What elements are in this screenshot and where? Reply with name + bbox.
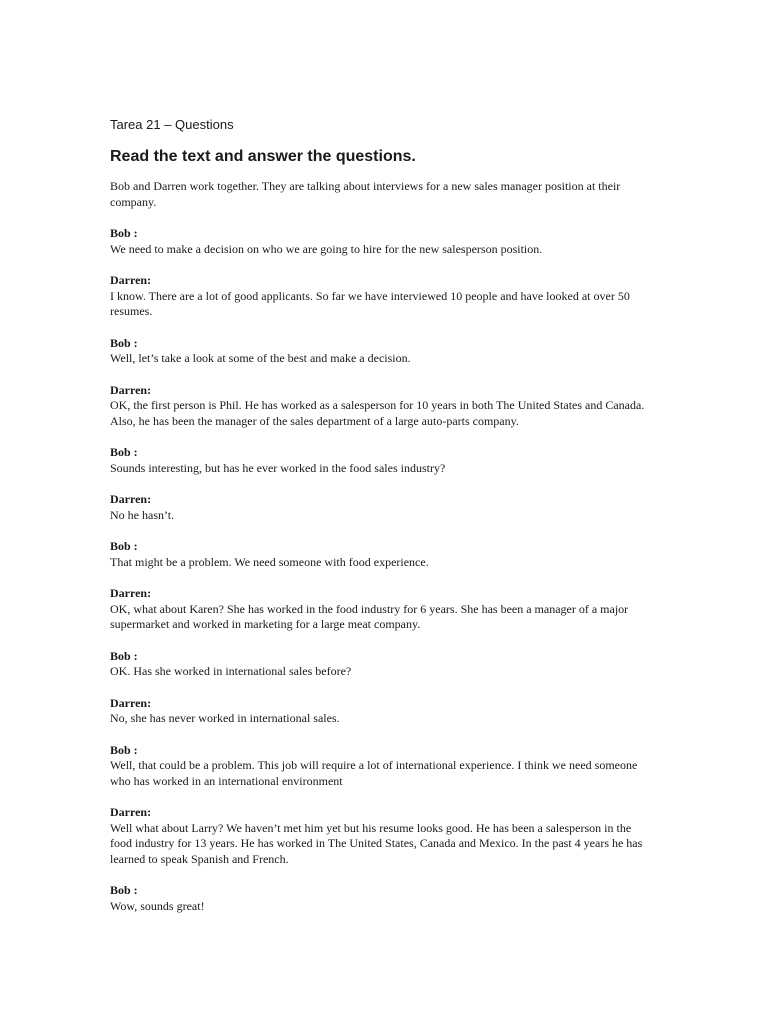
speaker-name: Bob : xyxy=(110,539,138,553)
dialogue-line: That might be a problem. We need someone with food experience. xyxy=(110,554,429,569)
dialogue-line: Well what about Larry? We haven’t met him yet but his resume looks good. He has been a salesperson in the food industry for 13 years. He has worked in The United States, Canada and Mexico. In the past 4 years he has learned to speak Spanish and French. xyxy=(110,820,643,866)
dialogue-line: I know. There are a lot of good applicants. So far we have interviewed 10 people and have looked at over 50 resumes. xyxy=(110,288,630,318)
dialogue-line: No he hasn’t. xyxy=(110,507,175,522)
document-content xyxy=(110,117,655,914)
dialogue-turn xyxy=(110,336,655,367)
speaker-name: Darren: xyxy=(110,695,152,710)
dialogue-turn xyxy=(110,805,655,867)
speaker-name: Darren: xyxy=(110,586,152,600)
dialogue-turn xyxy=(110,539,655,570)
dialogue-line: OK. Has she worked in international sales before? xyxy=(110,664,352,678)
speaker-name: Darren: xyxy=(110,382,152,397)
intro-paragraph: Bob and Darren work together. They are talking about interviews for a new sales manager position at their company. xyxy=(110,179,621,209)
speaker-name: Bob : xyxy=(110,742,138,757)
speaker-name: Darren: xyxy=(110,805,152,819)
dialogue-turn xyxy=(110,273,655,320)
dialogue-turn xyxy=(110,743,655,790)
dialogue-turn xyxy=(110,649,655,680)
dialogue-line: We need to make a decision on who we are going to hire for the new salesperson position. xyxy=(110,241,543,256)
dialogue-line: Wow, sounds great! xyxy=(110,898,205,913)
speaker-name: Darren: xyxy=(110,492,152,506)
dialogue-line: OK, what about Karen? She has worked in the food industry for 6 years. She has been a manager of a major supermarket and worked in marketing for a large meat company. xyxy=(110,601,629,631)
speaker-name: Bob : xyxy=(110,445,138,459)
speaker-name: Bob : xyxy=(110,883,138,897)
dialogue-turn xyxy=(110,492,655,523)
dialogue-turn xyxy=(110,586,655,633)
dialogue-turn xyxy=(110,445,655,476)
speaker-name: Bob : xyxy=(110,648,138,663)
dialogue-turn xyxy=(110,883,655,914)
dialogue-line: Well, let’s take a look at some of the best and make a decision. xyxy=(110,351,411,365)
speaker-name: Bob : xyxy=(110,335,138,350)
dialogue-line: No, she has never worked in international sales. xyxy=(110,711,340,725)
dialogue-turn xyxy=(110,383,655,430)
dialogue-line: OK, the first person is Phil. He has worked as a salesperson for 10 years in both The United States and Canada. Also, he has been the manager of the sales department of a large auto-parts company. xyxy=(110,398,645,428)
dialogue-line: Sounds interesting, but has he ever worked in the food sales industry? xyxy=(110,460,446,475)
instructions-heading: Read the text and answer the questions. xyxy=(110,148,416,165)
dialogue-line: Well, that could be a problem. This job will require a lot of international experience. I think we need someone who has worked in an international environment xyxy=(110,758,638,788)
speaker-name: Bob : xyxy=(110,226,138,240)
document-label: Tarea 21 – Questions xyxy=(110,117,234,132)
speaker-name: Darren: xyxy=(110,273,152,287)
dialogue-turn xyxy=(110,696,655,727)
dialogue-turn xyxy=(110,226,655,257)
